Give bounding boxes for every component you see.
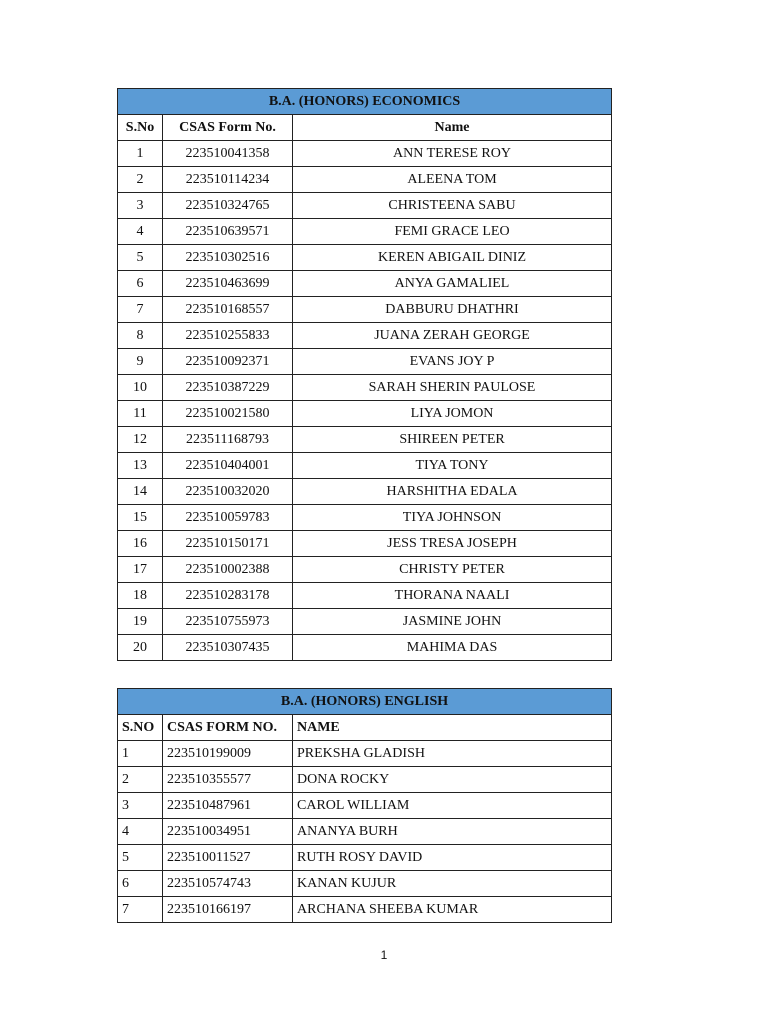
cell-name: JESS TRESA JOSEPH [293,531,612,557]
table-title: B.A. (HONORS) ENGLISH [118,689,612,715]
column-header-form-no: CSAS FORM NO. [163,715,293,741]
table-row [118,505,612,531]
column-header-sno: S.NO [118,715,163,741]
cell-name: JASMINE JOHN [293,609,612,635]
cell-name: ANN TERESE ROY [293,141,612,167]
cell-form-no: 223510199009 [163,741,293,767]
cell-form-no: 223510041358 [163,141,293,167]
cell-sno: 5 [118,845,163,871]
cell-name: HARSHITHA EDALA [293,479,612,505]
cell-sno: 4 [118,819,163,845]
cell-sno: 3 [118,793,163,819]
table-row [118,193,612,219]
table-row [118,767,612,793]
cell-sno: 3 [118,193,163,219]
table-row [118,323,612,349]
column-header-sno: S.No [118,115,163,141]
table-title: B.A. (HONORS) ECONOMICS [118,89,612,115]
table-row [118,583,612,609]
cell-form-no: 223510324765 [163,193,293,219]
cell-name: THORANA NAALI [293,583,612,609]
cell-name: SHIREEN PETER [293,427,612,453]
page-number: 1 [380,948,388,962]
cell-form-no: 223510092371 [163,349,293,375]
cell-name: DONA ROCKY [293,767,612,793]
cell-name: ALEENA TOM [293,167,612,193]
cell-sno: 9 [118,349,163,375]
column-header-form-no: CSAS Form No. [163,115,293,141]
cell-name: TIYA TONY [293,453,612,479]
table-row [118,609,612,635]
cell-sno: 16 [118,531,163,557]
cell-sno: 19 [118,609,163,635]
cell-name: KEREN ABIGAIL DINIZ [293,245,612,271]
table-body [118,741,612,923]
cell-form-no: 223510755973 [163,609,293,635]
cell-sno: 6 [118,871,163,897]
cell-name: RUTH ROSY DAVID [293,845,612,871]
cell-form-no: 223510255833 [163,323,293,349]
table-row [118,245,612,271]
cell-form-no: 223510150171 [163,531,293,557]
cell-form-no: 223510034951 [163,819,293,845]
table-body [118,141,612,661]
cell-sno: 6 [118,271,163,297]
cell-form-no: 223510404001 [163,453,293,479]
cell-name: ARCHANA SHEEBA KUMAR [293,897,612,923]
cell-form-no: 223510114234 [163,167,293,193]
cell-sno: 12 [118,427,163,453]
cell-form-no: 223510021580 [163,401,293,427]
table-header-row [118,115,612,141]
cell-name: ANYA GAMALIEL [293,271,612,297]
table-row [118,297,612,323]
cell-sno: 7 [118,897,163,923]
table-row [118,401,612,427]
cell-sno: 17 [118,557,163,583]
cell-name: LIYA JOMON [293,401,612,427]
cell-sno: 1 [118,141,163,167]
cell-sno: 18 [118,583,163,609]
table-row [118,741,612,767]
cell-sno: 2 [118,767,163,793]
cell-form-no: 223510307435 [163,635,293,661]
table-row [118,375,612,401]
table-row [118,479,612,505]
cell-name: CHRISTY PETER [293,557,612,583]
cell-form-no: 223511168793 [163,427,293,453]
cell-sno: 10 [118,375,163,401]
table-row [118,793,612,819]
cell-form-no: 223510574743 [163,871,293,897]
table-title-row [118,689,612,715]
cell-sno: 8 [118,323,163,349]
cell-name: MAHIMA DAS [293,635,612,661]
table-title-row [118,89,612,115]
cell-sno: 1 [118,741,163,767]
cell-form-no: 223510168557 [163,297,293,323]
table-row [118,845,612,871]
cell-form-no: 223510387229 [163,375,293,401]
economics-table [117,88,612,661]
cell-name: CHRISTEENA SABU [293,193,612,219]
table-row [118,819,612,845]
cell-name: TIYA JOHNSON [293,505,612,531]
cell-form-no: 223510302516 [163,245,293,271]
cell-name: SARAH SHERIN PAULOSE [293,375,612,401]
cell-sno: 14 [118,479,163,505]
cell-sno: 5 [118,245,163,271]
table-row [118,897,612,923]
cell-sno: 7 [118,297,163,323]
table-row [118,271,612,297]
cell-form-no: 223510463699 [163,271,293,297]
table-row [118,531,612,557]
table-row [118,427,612,453]
cell-form-no: 223510283178 [163,583,293,609]
table-row [118,453,612,479]
cell-name: DABBURU DHATHRI [293,297,612,323]
cell-form-no: 223510032020 [163,479,293,505]
cell-form-no: 223510639571 [163,219,293,245]
cell-name: PREKSHA GLADISH [293,741,612,767]
table-row [118,349,612,375]
cell-name: JUANA ZERAH GEORGE [293,323,612,349]
cell-sno: 20 [118,635,163,661]
cell-form-no: 223510355577 [163,767,293,793]
cell-name: CAROL WILLIAM [293,793,612,819]
table-header-row [118,715,612,741]
cell-sno: 2 [118,167,163,193]
cell-form-no: 223510002388 [163,557,293,583]
cell-sno: 15 [118,505,163,531]
cell-name: ANANYA BURH [293,819,612,845]
cell-sno: 4 [118,219,163,245]
table-row [118,141,612,167]
cell-sno: 13 [118,453,163,479]
english-table [117,688,612,923]
table-row [118,167,612,193]
cell-name: EVANS JOY P [293,349,612,375]
table-row [118,871,612,897]
cell-form-no: 223510011527 [163,845,293,871]
column-header-name: Name [293,115,612,141]
cell-form-no: 223510166197 [163,897,293,923]
table-row [118,635,612,661]
column-header-name: NAME [293,715,612,741]
cell-name: KANAN KUJUR [293,871,612,897]
cell-name: FEMI GRACE LEO [293,219,612,245]
table-row [118,219,612,245]
cell-form-no: 223510059783 [163,505,293,531]
cell-form-no: 223510487961 [163,793,293,819]
cell-sno: 11 [118,401,163,427]
table-row [118,557,612,583]
